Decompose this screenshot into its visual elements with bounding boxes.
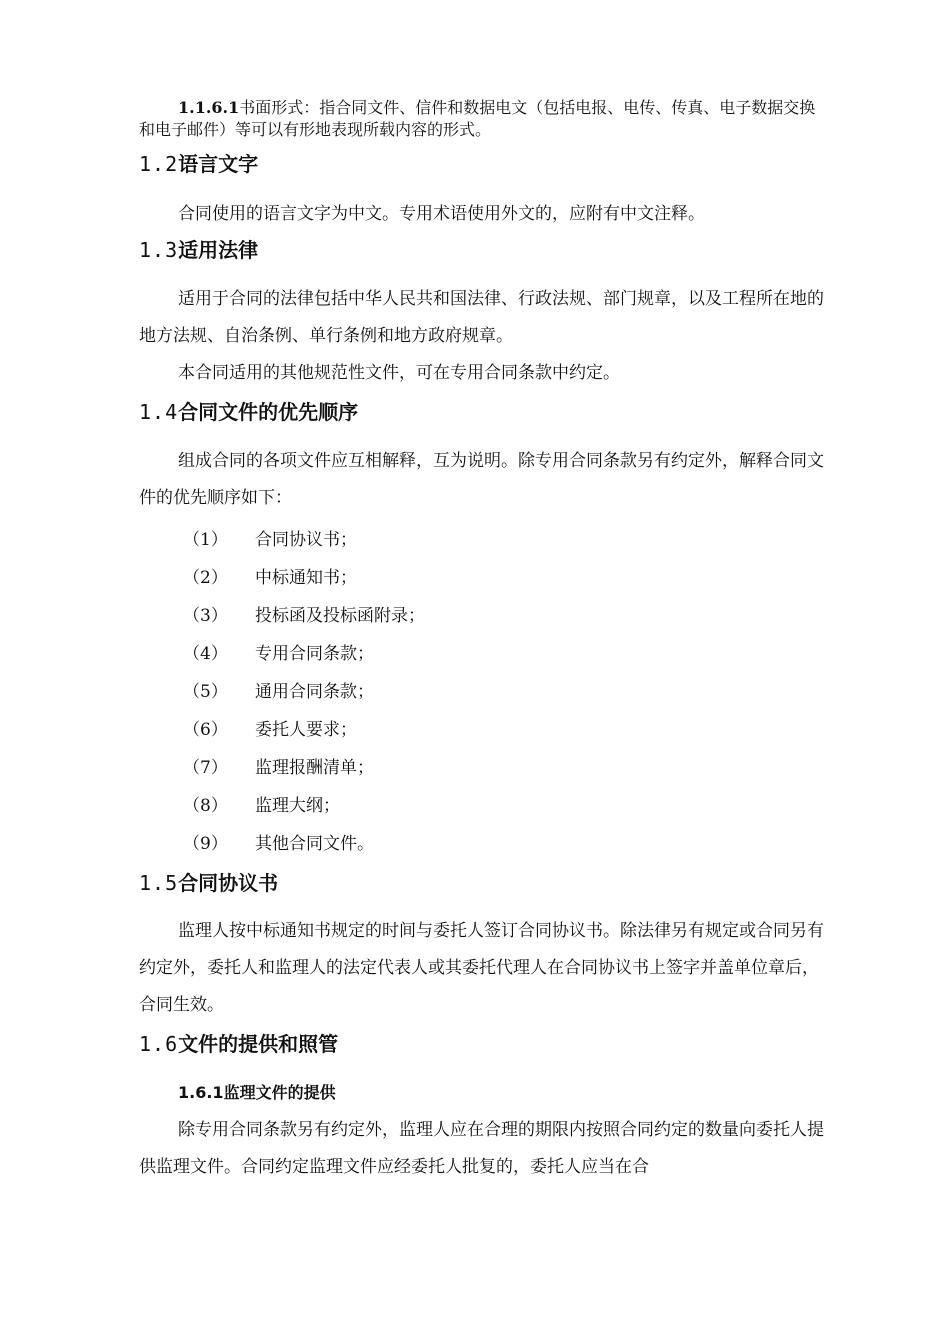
list-item-text: 投标函及投标函附录； — [255, 606, 425, 626]
section-1-6-1-body — [139, 1112, 824, 1186]
list-item — [183, 680, 374, 704]
paragraph: 合同使用的语言文字为中文。专用术语使用外文的，应附有中文注释。 — [178, 204, 705, 224]
list-item-text: 合同协议书； — [255, 530, 357, 550]
heading-text: 合同文件的优先顺序 — [178, 400, 359, 424]
subheading-number: 1.6.1 — [178, 1083, 224, 1102]
paragraph: 本合同适用的其他规范性文件，可在专用合同条款中约定。 — [178, 363, 620, 383]
section-heading-1-2 — [139, 150, 824, 178]
list-marker: （6） — [183, 720, 228, 740]
heading-number: 1.6 — [139, 1032, 179, 1056]
list-item — [183, 604, 425, 628]
paragraph: 组成合同的各项文件应互相解释，互为说明。除专用合同条款另有约定外，解释合同文件的优先顺序如下： — [139, 451, 824, 508]
section-1-3-body — [139, 281, 824, 392]
list-item-text: 通用合同条款； — [255, 682, 374, 702]
list-item — [183, 718, 357, 742]
list-marker: （8） — [183, 796, 228, 816]
heading-text: 语言文字 — [178, 152, 259, 176]
list-item — [183, 642, 374, 666]
list-marker: （1） — [183, 530, 228, 550]
section-heading-1-4 — [139, 398, 824, 426]
clause-paragraph — [139, 97, 824, 141]
section-1-4-body — [139, 443, 824, 517]
paragraph: 监理人按中标通知书规定的时间与委托人签订合同协议书。除法律另有规定或合同另有约定外，委托人和监理人的法定代表人或其委托代理人在合同协议书上签字并盖单位章后，合同生效。 — [139, 921, 824, 1015]
list-item — [183, 832, 374, 856]
heading-number: 1.4 — [139, 400, 179, 424]
list-item — [183, 566, 357, 590]
list-item-text: 监理报酬清单； — [255, 758, 374, 778]
list-item-text: 中标通知书； — [255, 568, 357, 588]
heading-text: 合同协议书 — [178, 871, 279, 895]
list-marker: （7） — [183, 758, 228, 778]
list-marker: （2） — [183, 568, 228, 588]
section-heading-1-5 — [139, 869, 824, 897]
subsection-heading-1-6-1 — [139, 1081, 824, 1105]
subheading-text: 监理文件的提供 — [223, 1083, 336, 1102]
heading-text: 适用法律 — [178, 238, 259, 262]
list-item-text: 专用合同条款； — [255, 644, 374, 664]
list-item — [183, 528, 357, 552]
clause-text: 书面形式：指合同文件、信件和数据电文（包括电报、电传、传真、电子数据交换和电子邮件）等可以有形地表现所载内容的形式。 — [139, 98, 816, 139]
heading-text: 文件的提供和照管 — [178, 1032, 339, 1056]
list-item-text: 监理大纲； — [255, 796, 340, 816]
section-1-5-body — [139, 913, 824, 1024]
heading-number: 1.2 — [139, 152, 179, 176]
list-marker: （4） — [183, 644, 228, 664]
paragraph: 除专用合同条款另有约定外，监理人应在合理的期限内按照合同约定的数量向委托人提供监理文件。合同约定监理文件应经委托人批复的，委托人应当在合 — [139, 1120, 824, 1177]
list-item-text: 其他合同文件。 — [255, 834, 374, 854]
list-marker: （9） — [183, 834, 228, 854]
section-heading-1-6 — [139, 1030, 824, 1058]
list-marker: （3） — [183, 606, 228, 626]
list-item — [183, 794, 340, 818]
paragraph: 适用于合同的法律包括中华人民共和国法律、行政法规、部门规章，以及工程所在地的地方法规、自治条例、单行条例和地方政府规章。 — [139, 289, 824, 346]
heading-number: 1.5 — [139, 871, 179, 895]
heading-number: 1.3 — [139, 238, 179, 262]
section-1-2-body — [139, 196, 824, 233]
list-item-text: 委托人要求； — [255, 720, 357, 740]
clause-1-1-6-1 — [139, 97, 824, 141]
list-marker: （5） — [183, 682, 228, 702]
list-item — [183, 756, 374, 780]
clause-number: 1.1.6.1 — [178, 98, 240, 117]
section-heading-1-3 — [139, 236, 824, 264]
